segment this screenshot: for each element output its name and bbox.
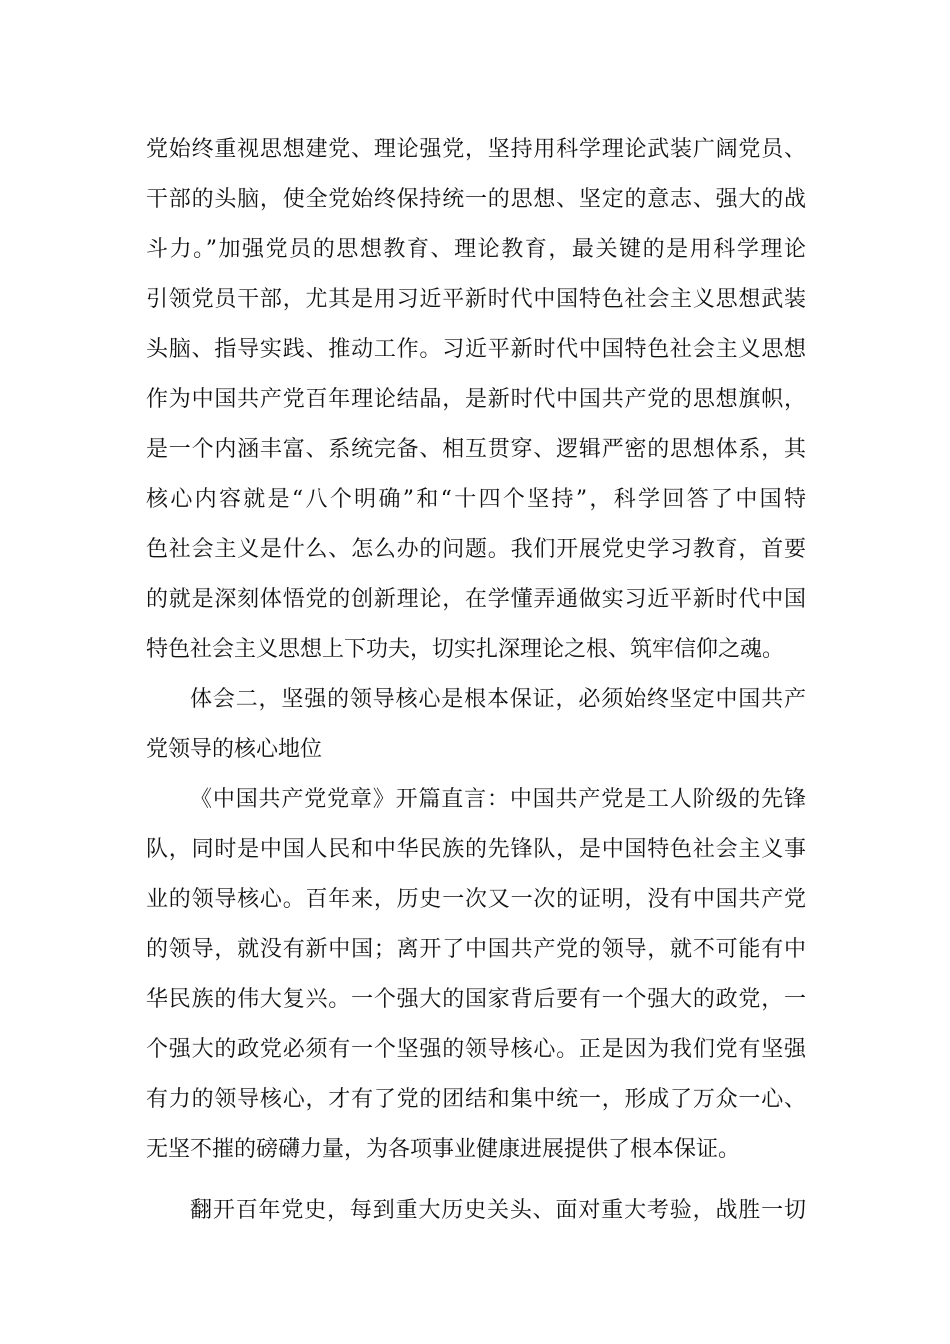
text-line: 干部的头脑，使全党始终保持统一的思想、坚定的意志、强大的战 [146, 187, 806, 212]
paragraph-2 [146, 775, 806, 1175]
paragraph-spacer [146, 1175, 806, 1186]
text-line: 无坚不摧的磅礴力量，为各项事业健康进展提供了根本保证。 [146, 1137, 741, 1162]
heading-line: 体会二，坚强的领导核心是根本保证，必须始终坚定中国共产 [190, 687, 806, 712]
text-line: 色社会主义是什么、怎么办的问题。我们开展党史学习教育，首要 [146, 537, 806, 562]
text-line: 《中国共产党党章》开篇直言：中国共产党是工人阶级的先锋 [190, 787, 806, 812]
text-line: 头脑、指导实践、推动工作。习近平新时代中国特色社会主义思想 [146, 337, 806, 362]
document-body [146, 125, 806, 1236]
text-line: 引领党员干部，尤其是用习近平新时代中国特色社会主义思想武装 [146, 287, 806, 312]
text-line: 华民族的伟大复兴。一个强大的国家背后要有一个强大的政党，一 [146, 987, 806, 1012]
heading-line: 党领导的核心地位 [146, 737, 323, 762]
text-line: 是一个内涵丰富、系统完备、相互贯穿、逻辑严密的思想体系，其 [146, 437, 806, 462]
text-line: 业的领导核心。百年来，历史一次又一次的证明，没有中国共产党 [146, 887, 806, 912]
text-line: 翻开百年党史，每到重大历史关头、面对重大考验，战胜一切 [190, 1198, 806, 1223]
paragraph-1 [146, 125, 806, 675]
text-line: 特色社会主义思想上下功夫，切实扎深理论之根、筑牢信仰之魂。 [146, 637, 785, 662]
text-line: 作为中国共产党百年理论结晶，是新时代中国共产党的思想旗帜， [146, 387, 806, 412]
section-heading-2 [146, 675, 806, 775]
paragraph-3 [146, 1186, 806, 1236]
text-line: 的就是深刻体悟党的创新理论，在学懂弄通做实习近平新时代中国 [146, 587, 806, 612]
text-line: 个强大的政党必须有一个坚强的领导核心。正是因为我们党有坚强 [146, 1037, 806, 1062]
text-line: 队，同时是中国人民和中华民族的先锋队，是中国特色社会主义事 [146, 837, 806, 862]
text-line: 斗力。”加强党员的思想教育、理论教育，最关键的是用科学理论 [146, 237, 806, 262]
text-line: 党始终重视思想建党、理论强党，坚持用科学理论武装广阔党员、 [146, 137, 806, 162]
text-line: 的领导，就没有新中国；离开了中国共产党的领导，就不可能有中 [146, 937, 806, 962]
text-line: 核心内容就是“八个明确”和“十四个坚持”，科学回答了中国特 [146, 487, 806, 512]
text-line: 有力的领导核心，才有了党的团结和集中统一，形成了万众一心、 [146, 1087, 806, 1112]
